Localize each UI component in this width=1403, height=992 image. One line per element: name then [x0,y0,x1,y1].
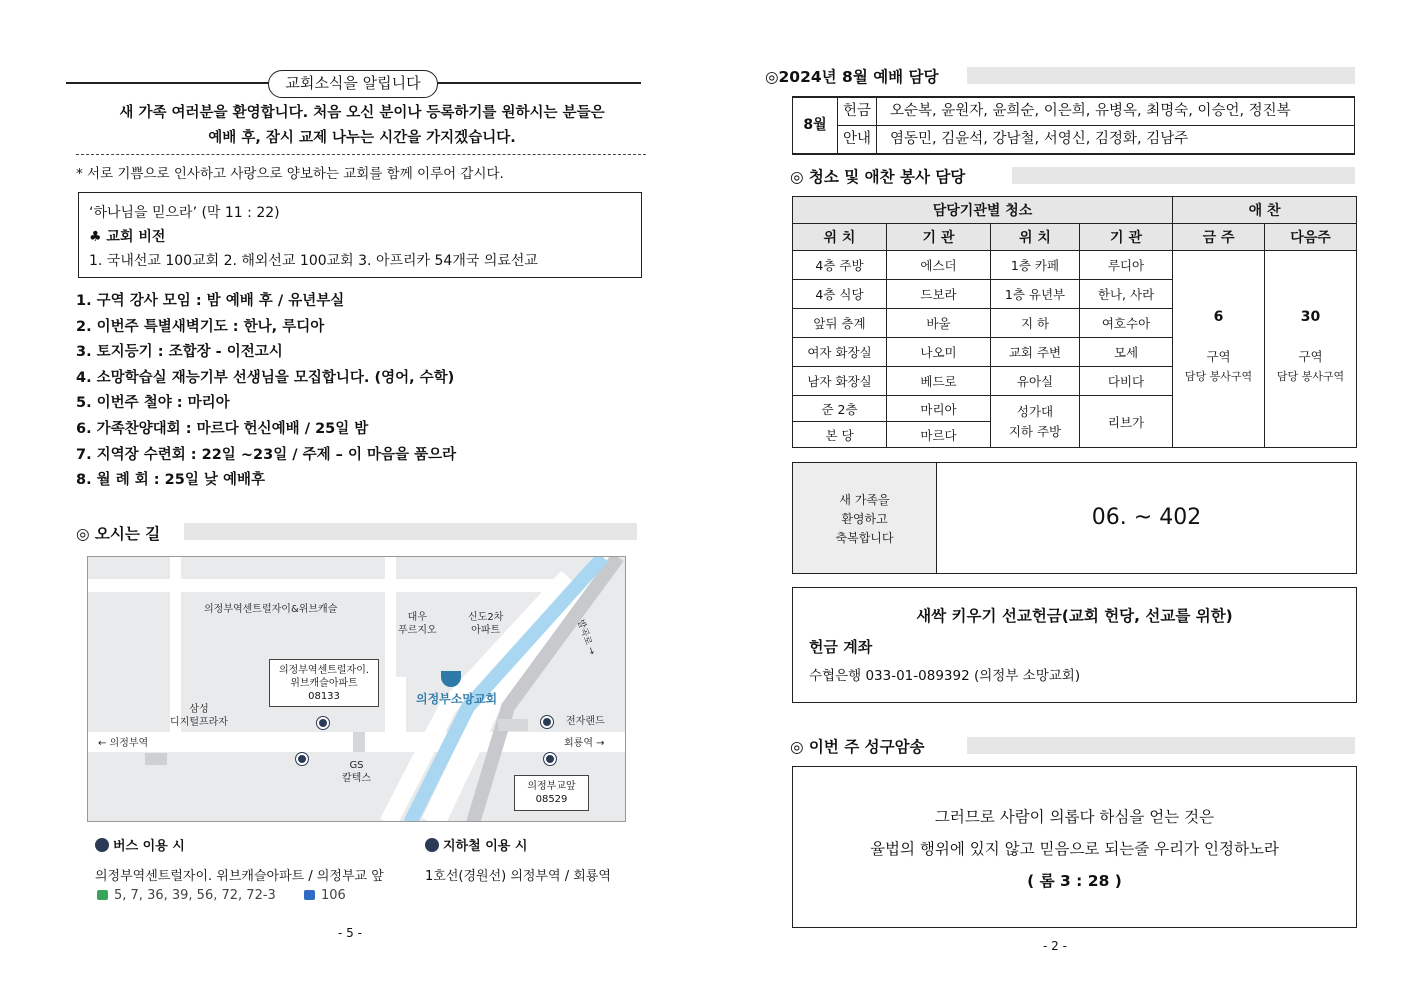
duty-names: 염동민, 김윤석, 강남철, 서영신, 김정화, 김남주 [890,130,1189,147]
motto-verse: ‘하나님을 믿으라’ (막 11 : 22) [89,205,280,221]
account-label: 헌금 계좌 [809,638,873,656]
duty-label: 헌금 [838,98,877,125]
table-cell: 4층 식당 [793,280,887,309]
table-cell: 바울 [887,309,991,338]
subway-icon [425,838,439,852]
green-bus-icon [97,890,108,900]
meal-this-number: 6 [1213,309,1224,325]
map-label-daewoo: 대우 푸르지오 [398,612,437,636]
announcement-item: 2. 이번주 특별새벽기도 : 한나, 루디아 [76,318,325,335]
offering-title: 새싹 키우기 선교헌금(교회 헌당, 선교를 위한) [916,607,1233,625]
section-bar [967,737,1355,754]
map-label-gs-caltex: GS 칼텍스 [342,760,371,784]
subway-station-icon [541,716,553,728]
table-cell: 성가대 지하 주방 [991,396,1080,448]
duty-row-offering [838,98,1354,126]
table-cell: 지 하 [991,309,1080,338]
bus-info-title: 버스 이용 시 [95,835,185,854]
map-label-box-central-xi: 의정부역센트럴자이. 위브캐슬아파트 08133 [269,659,379,707]
verse-line-1: 그러므로 사람이 의롭다 하심을 얻는 것은 [934,808,1215,826]
table-cell: 루디아 [1080,251,1173,280]
motto-box [78,192,642,278]
news-title: 교회소식을 알립니다 [268,70,438,98]
new-family-box [792,462,1357,574]
worship-duty-title: ◎2024년 8월 예배 담당 [765,68,939,86]
column-header: 다음주 [1265,224,1357,251]
meal-header: 애 찬 [1173,197,1357,224]
column-header: 위 치 [991,224,1080,251]
announcement-item: 1. 구역 강사 모임 : 밤 예배 후 / 유년부실 [76,293,345,309]
table-cell: 1층 유년부 [991,280,1080,309]
table-cell: 드보라 [887,280,991,309]
duty-row-usher [838,126,1354,154]
table-cell: 교회 주변 [991,338,1080,367]
map-label-box-bridge: 의정부교앞 08529 [514,775,589,811]
table-cell: 베드로 [887,367,991,396]
verse-reference: ( 롬 3 : 28 ) [1027,872,1122,890]
cleaning-section-title: ◎ 청소 및 애찬 봉사 담당 [790,168,966,186]
mission-offering-box [792,587,1357,703]
column-header: 기 관 [1080,224,1173,251]
subway-info-title: 지하철 이용 시 [425,835,527,854]
table-cell: 리브가 [1080,396,1173,448]
cleaning-header: 담당기관별 청소 [793,197,1173,224]
bus-green-lines: 5, 7, 36, 39, 56, 72, 72-3 [97,888,276,903]
table-cell: 여호수아 [1080,309,1173,338]
verse-section-title: ◎ 이번 주 성구암송 [790,738,925,756]
bus-blue-lines: 106 [304,888,346,903]
duty-month: 8월 [793,98,838,153]
directions-title: ◎ 오시는 길 [76,525,161,543]
map-label-jeonja: 전자랜드 [566,716,605,727]
meal-this-desc: 담당 봉사구역 [1184,370,1253,383]
announcement-item: 6. 가족찬양대회 : 마르다 헌신예배 / 25일 밤 [76,420,369,437]
table-cell: 나오미 [887,338,991,367]
meal-next-number: 30 [1300,309,1321,325]
meal-next-unit: 구역 [1298,349,1323,364]
table-row [793,251,1357,280]
announcement-item: 8. 월 례 회 : 25일 낮 예배후 [76,472,265,489]
cleaning-table [792,196,1357,448]
welcome-line-2: 예배 후, 잠시 교제 나누는 시간을 가지겠습니다. [208,130,516,146]
table-cell: 남자 화장실 [793,367,887,396]
table-cell: 본 당 [793,422,887,448]
bus-stops: 의정부역센트럴자이. 위브캐슬아파트 / 의정부교 앞 [95,869,384,884]
meal-this-unit: 구역 [1206,349,1231,364]
map-label-uijeongbu-station: ← 의정부역 [98,738,149,749]
duty-label: 안내 [838,126,877,154]
bus-icon [95,838,109,852]
map-label-balgok-road: 발곡로 → [574,618,597,657]
table-cell: 마리아 [887,396,991,422]
map-label-hoeryong-station: 회룡역 → [564,738,605,749]
fellowship-note: * 서로 기쁨으로 인사하고 사랑으로 양보하는 교회를 함께 이루어 갑시다. [76,166,504,182]
worship-duty-table [792,96,1355,155]
meal-this-week [1173,251,1265,448]
bus-stop-icon [296,753,308,765]
section-bar [184,523,637,540]
table-cell: 에스더 [887,251,991,280]
memory-verse-box [792,766,1357,928]
page-number-left: - 5 - [338,926,362,940]
meal-next-desc: 담당 봉사구역 [1276,370,1345,383]
section-bar [1012,167,1355,184]
table-cell: 마르다 [887,422,991,448]
meal-next-week [1265,251,1357,448]
bus-stop-icon [544,753,556,765]
welcome-line-1: 새 가족 여러분을 환영합니다. 처음 오신 분이나 등록하기를 원하시는 분들은 [119,105,605,121]
column-header: 위 치 [793,224,887,251]
table-cell: 준 2층 [793,396,887,422]
announcement-list [76,289,636,494]
verse-line-2: 율법의 행위에 있지 않고 믿음으로 되는줄 우리가 인정하노라 [870,840,1279,858]
table-cell: 4층 주방 [793,251,887,280]
map-label-sindo: 신도2차 아파트 [468,612,504,636]
subway-info: 1호선(경원선) 의정부역 / 회룡역 [425,869,611,884]
table-cell: 여자 화장실 [793,338,887,367]
table-cell: 1층 카페 [991,251,1080,280]
column-header: 금 주 [1173,224,1265,251]
map-label-central-xi: 의정부역센트럴자이&위브캐슬 [204,604,338,615]
directions-map [87,556,626,822]
announcement-item: 5. 이번주 철야 : 마리아 [76,395,230,412]
vision-title: ♣ 교회 비전 [89,229,166,245]
table-cell: 앞뒤 층계 [793,309,887,338]
table-cell: 다비다 [1080,367,1173,396]
map-label-samsung: 삼성 디지털프라자 [170,704,228,728]
table-cell: 한나, 사라 [1080,280,1173,309]
column-header: 기 관 [887,224,991,251]
table-cell: 모세 [1080,338,1173,367]
dashed-divider [76,154,646,155]
announcement-item: 4. 소망학습실 재능기부 선생님을 모집합니다. (영어, 수학) [76,369,455,386]
duty-names: 오순복, 윤원자, 윤희순, 이은희, 유병옥, 최명숙, 이승언, 정진복 [890,103,1291,119]
account-info: 수협은행 033-01-089392 (의정부 소망교회) [809,668,1081,684]
section-bar [967,67,1355,84]
page-number-right: - 2 - [1043,939,1067,953]
blue-bus-icon [304,890,315,900]
bus-stop-icon [317,717,329,729]
vision-items: 1. 국내선교 100교회 2. 해외선교 100교회 3. 아프리카 54개국 의료선교 [89,253,538,269]
new-family-label: 새 가족을 환영하고 축복합니다 [793,463,937,573]
announcement-item: 7. 지역장 수련회 : 22일 ~23일 / 주제 – 이 마음을 품으라 [76,446,457,463]
map-label-church: 의정부소망교회 [416,692,498,706]
announcement-item: 3. 토지등기 : 조합장 - 이전고시 [76,344,283,361]
table-cell: 유아실 [991,367,1080,396]
new-family-value: 06. ~ 402 [1091,505,1202,530]
